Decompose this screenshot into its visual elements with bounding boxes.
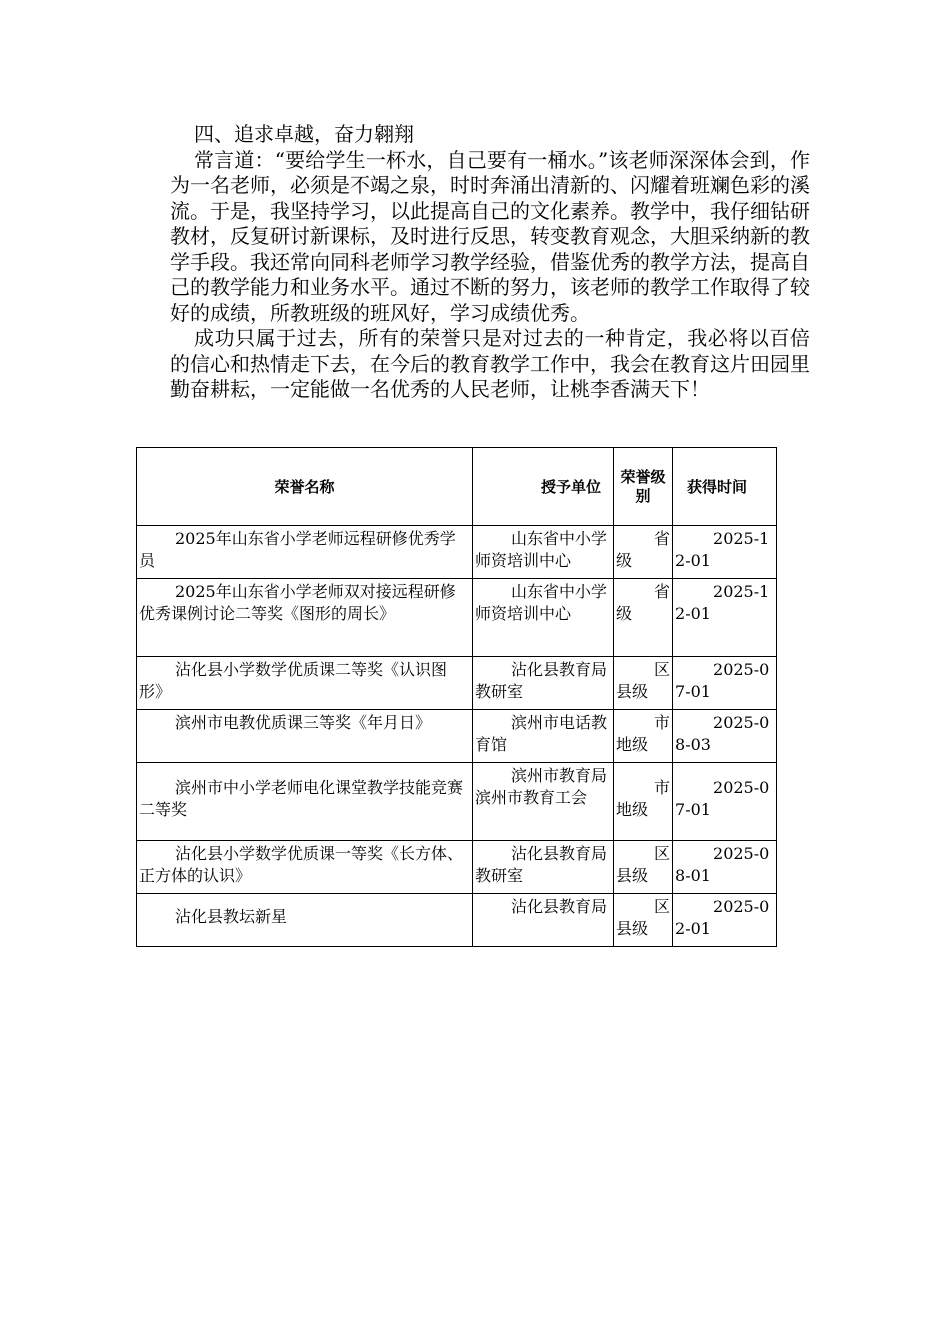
- table-row: [137, 526, 777, 579]
- cell-award-date: 2025-07-01: [673, 657, 777, 710]
- cell-grant-unit: 滨州市教育局 滨州市教育工会: [473, 763, 614, 841]
- cell-award-date: 2025-07-01: [673, 763, 777, 841]
- cell-award-date: 2025-08-03: [673, 710, 777, 763]
- cell-honor-level: 市地级: [614, 763, 673, 841]
- cell-grant-unit: 沾化县教育局教研室: [473, 841, 614, 894]
- table-row: [137, 710, 777, 763]
- paragraph-study: 常言道：“要给学生一杯水，自己要有一桶水。”该老师深深体会到，作为一名老师，必须是不竭之泉，时时奔涌出清新的、闪耀着班斓色彩的溪流。于是，我坚持学习，以此提高自己的文化素养。教学中，我仔细钻研教材，反复研讨新课标，及时进行反思，转变教育观念，大胆采纳新的教学手段。我还常向同科老师学习教学经验，借鉴优秀的教学方法，提高自己的教学能力和业务水平。通过不断的努力，该老师的教学工作取得了较好的成绩，所教班级的班风好，学习成绩优秀。: [170, 147, 810, 325]
- table-row: [137, 579, 777, 657]
- header-honor-name: 荣誉名称: [137, 448, 473, 526]
- cell-honor-name: 2025年山东省小学老师双对接远程研修优秀课例讨论二等奖《图形的周长》: [137, 579, 473, 657]
- cell-honor-name: 滨州市电教优质课三等奖《年月日》: [137, 710, 473, 763]
- cell-honor-level: 市地级: [614, 710, 673, 763]
- header-award-date: 获得时间: [673, 448, 777, 526]
- cell-honor-name: 滨州市中小学老师电化课堂教学技能竞赛二等奖: [137, 763, 473, 841]
- table-row: [137, 894, 777, 947]
- table-row: [137, 657, 777, 710]
- cell-honor-level: 省级: [614, 526, 673, 579]
- cell-honor-name: 沾化县小学数学优质课二等奖《认识图形》: [137, 657, 473, 710]
- cell-grant-unit: 山东省中小学师资培训中心: [473, 579, 614, 657]
- cell-honor-level: 区县级: [614, 657, 673, 710]
- honors-table: [136, 447, 777, 947]
- cell-award-date: 2025-08-01: [673, 841, 777, 894]
- cell-award-date: 2025-02-01: [673, 894, 777, 947]
- cell-award-date: 2025-12-01: [673, 579, 777, 657]
- section-heading: 四、追求卓越，奋力翱翔: [194, 122, 414, 146]
- cell-grant-unit: 沾化县教育局: [473, 894, 614, 947]
- cell-honor-level: 省级: [614, 579, 673, 657]
- cell-award-date: 2025-12-01: [673, 526, 777, 579]
- cell-grant-unit: 山东省中小学师资培训中心: [473, 526, 614, 579]
- table-row: [137, 763, 777, 841]
- paragraph-conclusion: 成功只属于过去，所有的荣誉只是对过去的一种肯定，我必将以百倍的信心和热情走下去，在今后的教育教学工作中，我会在教育这片田园里勤奋耕耘，一定能做一名优秀的人民老师，让桃李香满天下！: [170, 326, 810, 401]
- cell-honor-name: 沾化县教坛新星: [137, 894, 473, 947]
- cell-honor-name: 2025年山东省小学老师远程研修优秀学员: [137, 526, 473, 579]
- cell-grant-unit: 沾化县教育局教研室: [473, 657, 614, 710]
- cell-honor-name: 沾化县小学数学优质课一等奖《长方体、正方体的认识》: [137, 841, 473, 894]
- cell-honor-level: 区县级: [614, 841, 673, 894]
- cell-honor-level: 区县级: [614, 894, 673, 947]
- table-header-row: [137, 448, 777, 526]
- cell-grant-unit: 滨州市电话教育馆: [473, 710, 614, 763]
- header-grant-unit: 授予单位: [473, 448, 614, 526]
- table-row: [137, 841, 777, 894]
- header-honor-level: 荣誉级别: [614, 448, 673, 526]
- body-text: [170, 122, 810, 403]
